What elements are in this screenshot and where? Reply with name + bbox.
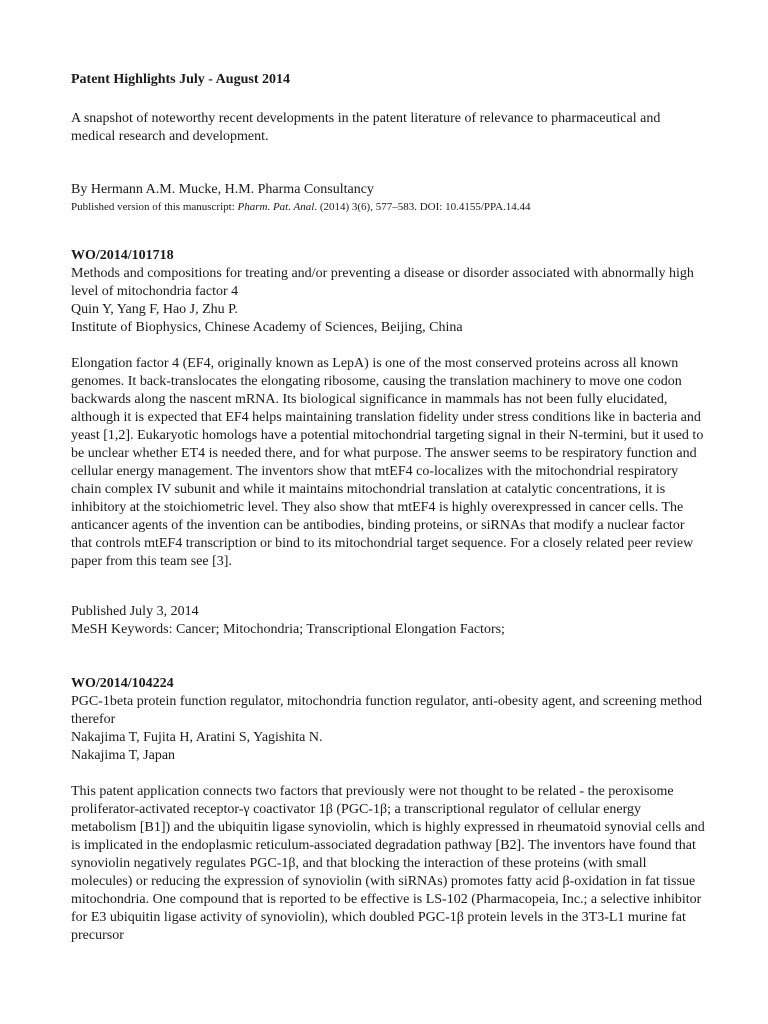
document-intro: A snapshot of noteworthy recent developments in the patent literature of relevance to pharmaceutical and medical research and development. — [71, 111, 661, 144]
patent-authors: Nakajima T, Fujita H, Aratini S, Yagishita N. — [71, 730, 323, 745]
patent-published-date: Published July 3, 2014 — [71, 604, 199, 619]
patent-body: Elongation factor 4 (EF4, originally known as LepA) is one of the most conserved proteins across all known genomes. It back-translocates the elongating ribosome, causing the translation machinery to move one codon backwards along the nascent mRNA. Its biological significance in mammals has not been fully elucidated, although it is expected that EF4 helps maintaining translation fidelity under stress conditions like in bacteria and yeast [1,2]. Eukaryotic homologs have a potential mitochondrial targeting signal in their N-termini, but it used to be unclear whether ET4 is needed there, and for what purpose. The answer seems to be respiratory function and cellular energy management. The inventors show that mtEF4 co-localizes with the mitochondrial respiratory chain complex IV subunit and while it maintains mitochondrial translation at catalytic concentrations, it is inhibitory at the stoichiometric level. They also show that mtEF4 is highly overexpressed in cancer cells. The anticancer agents of the invention can be antibodies, binding proteins, or siRNAs that modify a nuclear factor that controls mtEF4 transcription or bind to its mitochondrial target sequence. For a closely related peer review paper from this team see [3]. — [71, 356, 704, 569]
patent-institution: Nakajima T, Japan — [71, 748, 176, 763]
publication-journal: Pharm. Pat. Anal — [237, 201, 315, 213]
document-title: Patent Highlights July - August 2014 — [71, 72, 290, 87]
publication-note — [71, 200, 705, 214]
patent-keywords: MeSH Keywords: Cancer; Mitochondria; Transcriptional Elongation Factors; — [71, 622, 505, 637]
patent-body: This patent application connects two factors that previously were not thought to be related - the peroxisome proliferator-activated receptor-γ coactivator 1β (PGC-1β; a transcriptional regulator of cellular energy metabolism [B1]) and the ubiquitin ligase synoviolin, which is highly expressed in rheumatoid synovial cells and is implicated in the endoplasmic reticulum-associated degradation pathway [B2]. The inventors have found that synoviolin negatively regulates PGC-1β, and that blocking the interaction of these proteins (with small molecules) or reducing the expression of synoviolin (with siRNAs) promotes fatty acid β-oxidation in fat tissue mitochondria. One compound that is reported to be effective is LS-102 (Pharmacopeia, Inc.; a selective inhibitor for E3 ubiquitin ligase activity of synoviolin), which doubled PGC-1β protein levels in the 3T3-L1 murine fat precursor — [71, 784, 705, 943]
patent-institution: Institute of Biophysics, Chinese Academy of Sciences, Beijing, China — [71, 320, 463, 335]
patent-number: WO/2014/104224 — [71, 676, 174, 691]
patent-title: PGC-1beta protein function regulator, mitochondria function regulator, anti-obesity agent, and screening method therefor — [71, 694, 703, 727]
publication-prefix: Published version of this manuscript: — [71, 201, 238, 213]
patent-title: Methods and compositions for treating and/or preventing a disease or disorder associated with abnormally high level of mitochondria factor 4 — [71, 266, 694, 299]
patent-number: WO/2014/101718 — [71, 248, 174, 263]
patent-authors: Quin Y, Yang F, Hao J, Zhu P. — [71, 302, 238, 317]
publication-suffix: . (2014) 3(6), 577–583. DOI: 10.4155/PPA.14.44 — [314, 201, 531, 213]
byline: By Hermann A.M. Mucke, H.M. Pharma Consultancy — [71, 182, 374, 197]
